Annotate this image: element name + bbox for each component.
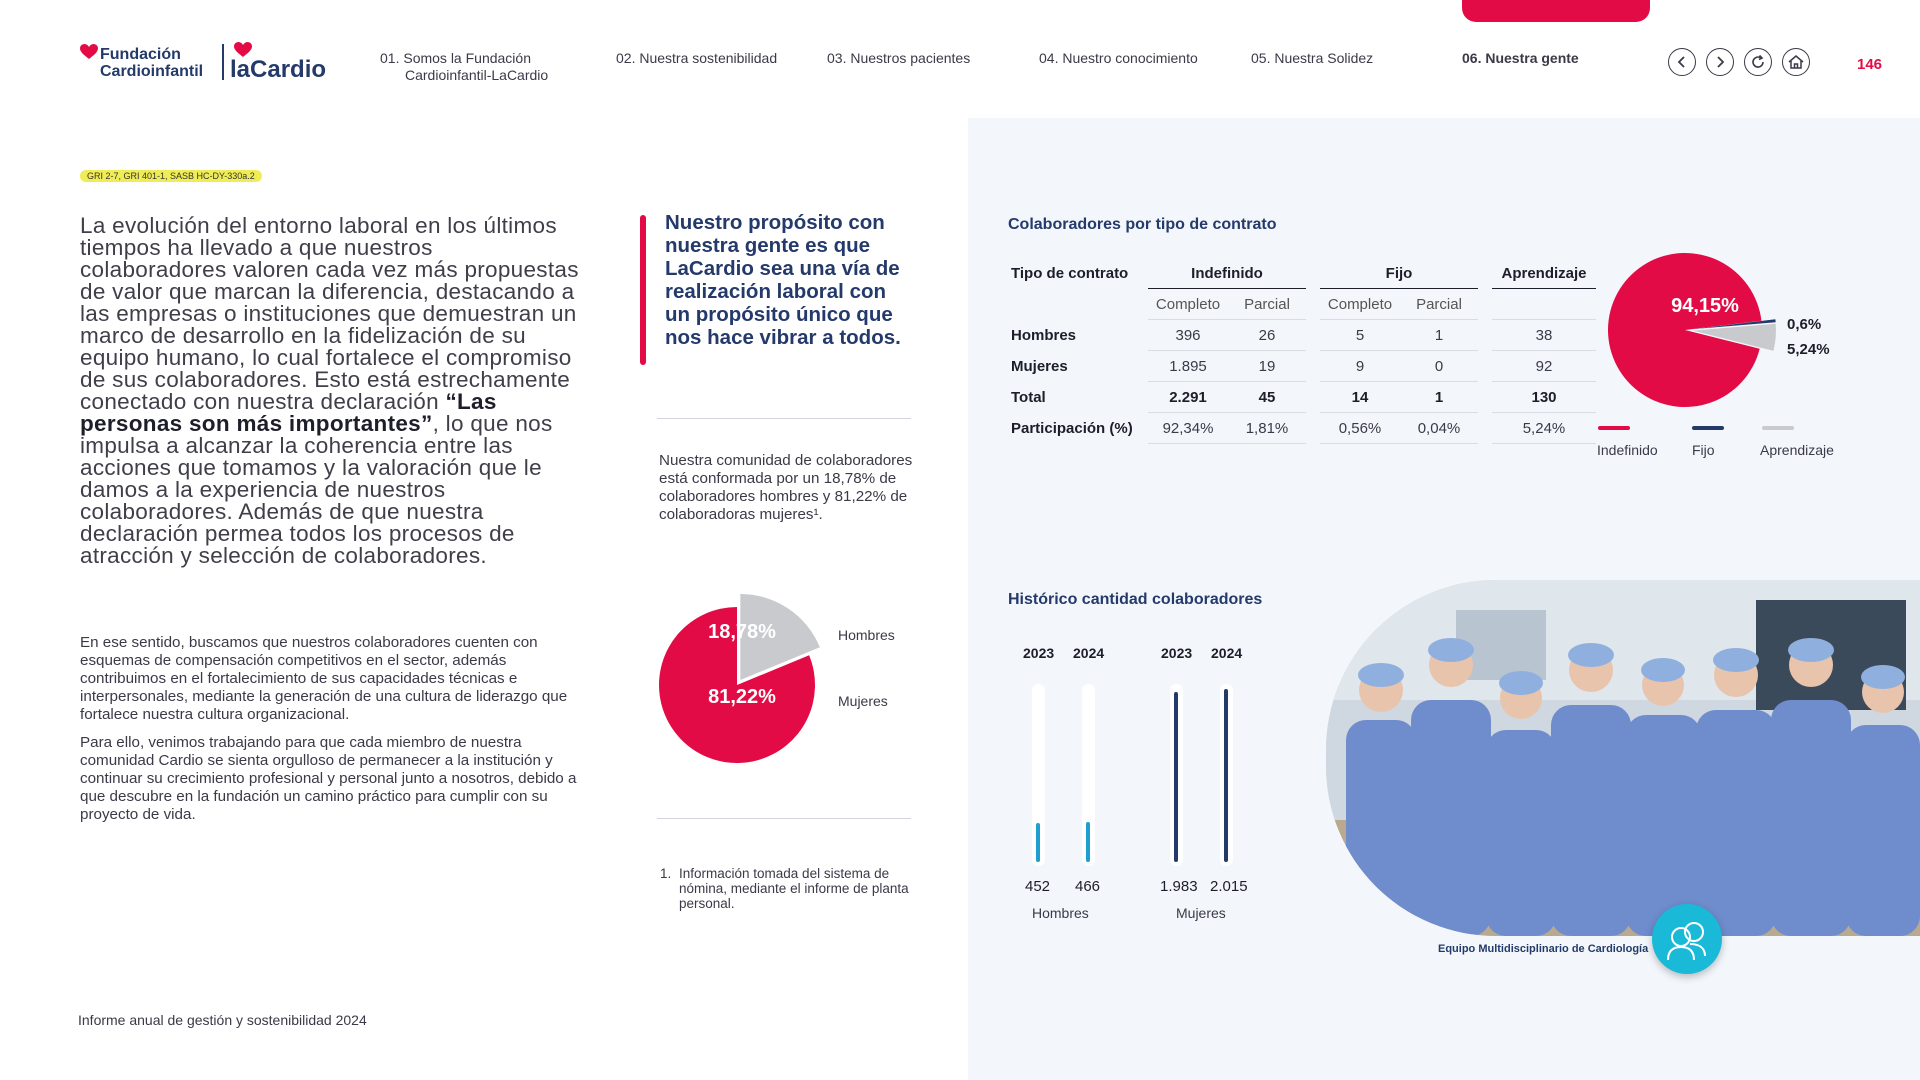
table-cell: 92: [1492, 351, 1596, 382]
logo-lacardio[interactable]: laCardio: [230, 56, 327, 83]
heart-icon: [80, 44, 98, 60]
table-cell: 1: [1400, 382, 1478, 413]
category-label: Hombres: [1032, 905, 1089, 921]
footnote-text: Información tomada del sistema de nómina, mediante el informe de planta personal.: [679, 866, 909, 911]
bar-value: 452: [1025, 878, 1051, 895]
logo-line-2: Cardioinfantil: [100, 63, 204, 80]
chevron-right-icon: [1714, 55, 1726, 69]
row-header: Tipo de contrato: [1011, 264, 1129, 282]
table-cell: 130: [1492, 382, 1596, 413]
logo-fundacion-cardioinfantil[interactable]: [80, 46, 203, 80]
divider: [657, 418, 911, 419]
table-cell: 1.895: [1148, 351, 1228, 382]
row-label: Mujeres: [1011, 357, 1068, 375]
nav-number: 03.: [827, 50, 847, 66]
nav-label: Nuestro conocimiento: [1062, 50, 1198, 66]
intro-highlight: “Las personas son más importantes”: [80, 389, 497, 436]
bar-value: 1.983: [1160, 878, 1198, 895]
nav-item-solidez[interactable]: [1251, 50, 1373, 67]
intro-text-end: , lo que nos impulsa a alcanzar la coherencia entre las acciones que tomamos y la valoración que le damos a la experiencia de nuestros colaboradores. Además de que nuestra declaración permea todos los procesos de atracción y selección de colaboradores.: [80, 411, 553, 568]
subheader: Parcial: [1228, 289, 1306, 320]
logo-line-1: Fundación: [100, 46, 181, 63]
people-icon: [1652, 904, 1722, 974]
contract-table: [1005, 258, 1596, 444]
subheader: Completo: [1148, 289, 1228, 320]
table-row: [1005, 320, 1596, 351]
footnote-number: 1.: [660, 866, 672, 881]
table-cell: 0: [1400, 351, 1478, 382]
table-cell: 38: [1492, 320, 1596, 351]
intro-text: La evolución del entorno laboral en los últimos tiempos ha llevado a que nuestros colaboradores valoren cada vez más propuestas de valor que marcan la diferencia, destacando a las empresas o instituciones que demuestran un marco de desarrollo en la fidelización de su equipo humano, lo cual fortalece el compromiso de sus colaboradores. Esto está estrechamente conectado con nuestra declaración: [80, 213, 579, 414]
quote-accent-bar: [640, 215, 646, 365]
active-tab-indicator: [1462, 0, 1650, 22]
home-button[interactable]: [1782, 48, 1810, 76]
table-cell: 45: [1228, 382, 1306, 413]
table-cell: 9: [1320, 351, 1400, 382]
group-indefinido: Indefinido: [1148, 258, 1306, 289]
history-title: Histórico cantidad colaboradores: [1008, 591, 1263, 608]
subheader: [1492, 289, 1596, 320]
pie-value-label: 18,78%: [708, 621, 776, 643]
chevron-left-icon: [1676, 55, 1688, 69]
table-cell: 1: [1400, 320, 1478, 351]
body-paragraph-2: Para ello, venimos trabajando para que cada miembro de nuestra comunidad Cardio se sienta orgulloso de permanecer a la institución y continuar su crecimiento profesional y personal junto a nosotros, debido a que descubre en la fundación un camino práctico para cumplir con su proyecto de vida.: [80, 734, 577, 823]
table-row: [1005, 351, 1596, 382]
table-cell: 14: [1320, 382, 1400, 413]
photo-caption: Equipo Multidisciplinario de Cardiología: [1438, 943, 1649, 955]
table-row: [1005, 382, 1596, 413]
nav-number: 01.: [380, 50, 400, 66]
subheader: Completo: [1320, 289, 1400, 320]
team-photo-illustration: [1326, 580, 1920, 936]
body-paragraph-1: En ese sentido, buscamos que nuestros colaboradores cuenten con esquemas de compensación competitivos en el sector, además contribuimos en el fortalecimiento de sus capacidades técnicas e interpersonales, mediante la generación de una cultura de liderazgo que fortalece nuestra cultura organizacional.: [80, 634, 568, 723]
legend-fijo: Fijo: [1692, 442, 1715, 458]
nav-label: Nuestra sostenibilidad: [639, 50, 778, 66]
pie-value-label: 0,6%: [1787, 316, 1822, 333]
nav-item-sostenibilidad[interactable]: [616, 50, 777, 67]
row-label: Total: [1011, 388, 1046, 406]
nav-number: 04.: [1039, 50, 1059, 66]
contract-pie-chart: [1590, 240, 1840, 420]
year-label: 2024: [1211, 645, 1243, 661]
logo-separator: [222, 44, 224, 80]
year-label: 2023: [1161, 645, 1193, 661]
gri-tag: GRI 2-7, GRI 401-1, SASB HC-DY-330a.2: [80, 170, 262, 182]
nav-item-conocimiento[interactable]: [1039, 50, 1198, 67]
home-icon: [1787, 54, 1805, 70]
divider: [657, 818, 911, 819]
contract-table-title: Colaboradores por tipo de contrato: [1008, 216, 1277, 233]
legend-swatch-fijo: [1692, 426, 1724, 430]
row-label: Hombres: [1011, 326, 1077, 344]
footer-text: Informe anual de gestión y sostenibilidad 2024: [78, 1012, 367, 1028]
bar-value: 466: [1075, 878, 1101, 895]
nav-label: Nuestros pacientes: [850, 50, 971, 66]
table-row: [1005, 413, 1596, 444]
table-cell: 5: [1320, 320, 1400, 351]
nav-label: Somos la Fundación: [403, 50, 531, 66]
legend-swatch-aprendizaje: [1762, 426, 1794, 430]
bar-mujeres-2024: [1224, 689, 1228, 862]
gender-pie-chart: [640, 570, 920, 770]
nav-number: 05.: [1251, 50, 1271, 66]
table-cell: 2.291: [1148, 382, 1228, 413]
nav-label-line2: Cardioinfantil-LaCardio: [405, 67, 549, 83]
group-fijo: Fijo: [1320, 258, 1478, 289]
refresh-icon: [1750, 54, 1766, 70]
team-photo: [1326, 580, 1920, 936]
community-text: Nuestra comunidad de colaboradores está conformada por un 18,78% de colaboradores hombres y 81,22% de colaboradoras mujeres¹.: [659, 452, 913, 523]
legend-indefinido: Indefinido: [1597, 442, 1658, 458]
purpose-quote: Nuestro propósito con nuestra gente es que LaCardio sea una vía de realización laboral con un propósito único que nos hace vibrar a todos.: [665, 211, 901, 349]
category-label: Mujeres: [1176, 905, 1226, 921]
pie-value-label: 81,22%: [708, 686, 776, 708]
nav-item-gente[interactable]: [1462, 50, 1579, 67]
nav-number: 02.: [616, 50, 636, 66]
subheader: Parcial: [1400, 289, 1478, 320]
year-label: 2023: [1023, 645, 1055, 661]
pie-category-label: Mujeres: [838, 693, 888, 709]
refresh-button[interactable]: [1744, 48, 1772, 76]
year-label: 2024: [1073, 645, 1105, 661]
previous-page-button[interactable]: [1668, 48, 1696, 76]
table-cell: 92,34%: [1148, 413, 1228, 444]
table-cell: 396: [1148, 320, 1228, 351]
nav-item-somos[interactable]: [380, 50, 548, 84]
people-badge: [1652, 904, 1722, 974]
bar-hombres-2023: [1036, 823, 1040, 862]
nav-item-pacientes[interactable]: [827, 50, 970, 67]
page-number: 146: [1857, 56, 1883, 73]
pie-value-label: 5,24%: [1787, 341, 1830, 358]
nav-number: 06.: [1462, 50, 1482, 66]
table-cell: 19: [1228, 351, 1306, 382]
group-aprendizaje: Aprendizaje: [1492, 258, 1596, 289]
legend-swatch-indefinido: [1598, 426, 1630, 430]
bar-mujeres-2023: [1174, 692, 1178, 862]
table-cell: 1,81%: [1228, 413, 1306, 444]
bar-value: 2.015: [1210, 878, 1248, 895]
table-cell: 5,24%: [1492, 413, 1596, 444]
table-cell: 26: [1228, 320, 1306, 351]
footnote: [660, 866, 915, 911]
table-cell: 0,04%: [1400, 413, 1478, 444]
bar-hombres-2024: [1086, 822, 1090, 862]
nav-label: Nuestra gente: [1485, 50, 1579, 66]
legend-aprendizaje: Aprendizaje: [1760, 442, 1834, 458]
pie-value-label: 94,15%: [1671, 295, 1739, 317]
intro-paragraph: [80, 215, 580, 567]
next-page-button[interactable]: [1706, 48, 1734, 76]
table-cell: 0,56%: [1320, 413, 1400, 444]
nav-label: Nuestra Solidez: [1274, 50, 1374, 66]
row-label: Participación (%): [1011, 419, 1133, 437]
pie-category-label: Hombres: [838, 627, 895, 643]
